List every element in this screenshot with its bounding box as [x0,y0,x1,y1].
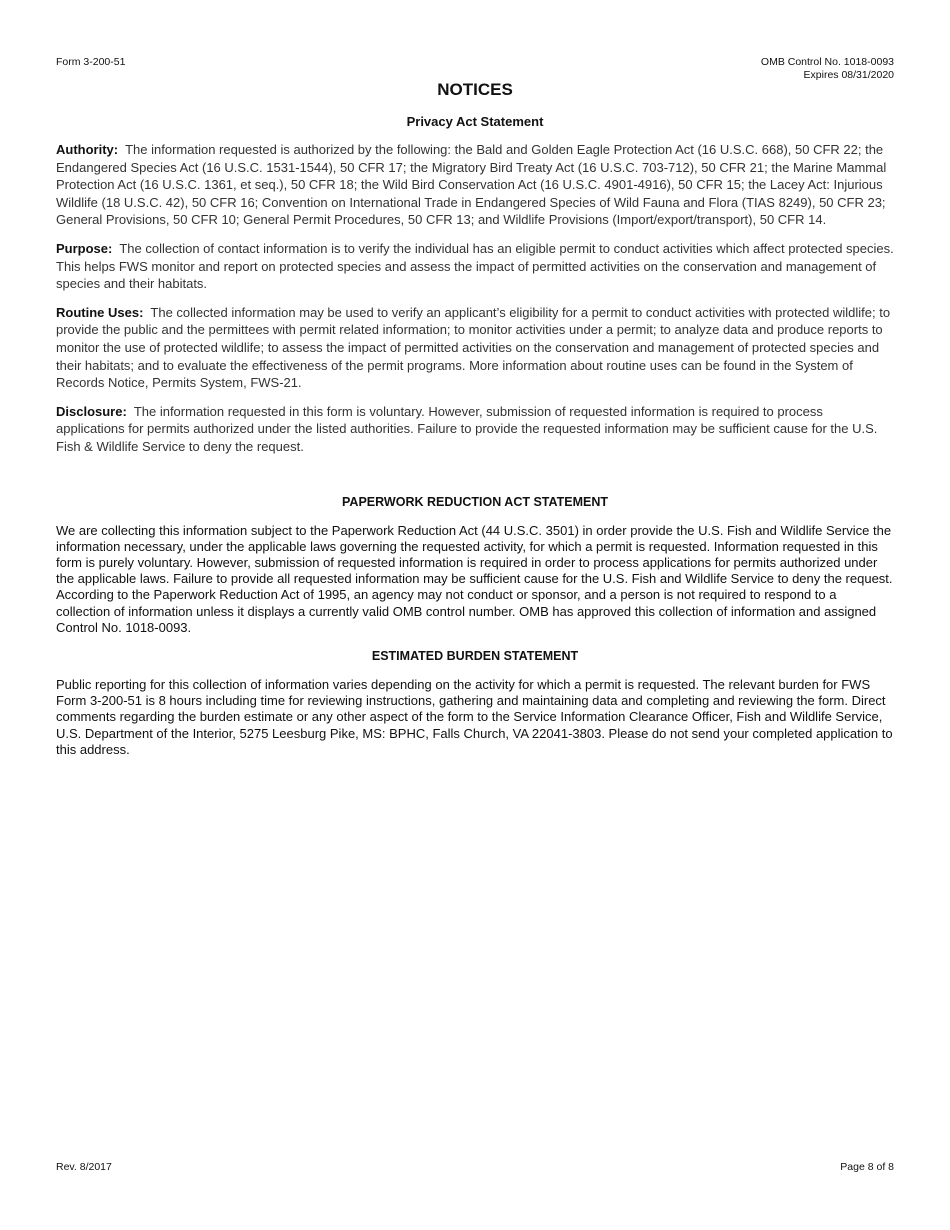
purpose-label: Purpose: [56,240,113,256]
estimated-burden-heading: ESTIMATED BURDEN STATEMENT [371,648,579,663]
purpose-text: The collection of contact information is to verify the individual has an eligible permit to conduct activities which affect protected species. This helps FWS monitor and report on protected species and assess the impact of permitted activities on the conservation and management of species and their habitats. [56,240,894,292]
paperwork-reduction-heading: PAPERWORK REDUCTION ACT STATEMENT [342,494,608,509]
omb-control-number: OMB Control No. 1018-0093 [760,56,894,68]
routine-uses-label: Routine Uses: [56,304,144,320]
authority-text: The information requested is authorized by the following: the Bald and Golden Eagle Protection Act (16 U.S.C. 668), 50 CFR 22; the Endangered Species Act (16 U.S.C. 1531-1544), 50 CFR 17; the Migratory Bird Treaty Act (16 U.S.C. 703-712), 50 CFR 21; the Marine Mammal Protection Act (16 U.S.C. 1361, et seq.), 50 CFR 18; the Wild Bird Conservation Act (16 U.S.C. 4901-4916), 50 CFR 15; the Lacey Act: Injurious Wildlife (18 U.S.C. 42), 50 CFR 16; Convention on International Trade in Endangered Species of Wild Fauna and Flora (TIAS 8249), 50 CFR 23; General Provisions, 50 CFR 10; General Permit Procedures, 50 CFR 13; and Wildlife Provisions (Import/export/transport), 50 CFR 14. [56,142,887,228]
expiration-date: Expires 08/31/2020 [803,69,894,81]
disclosure-label: Disclosure: [56,403,127,419]
purpose-paragraph [56,240,894,293]
notices-content [56,113,894,770]
authority-label: Authority: [56,142,119,157]
paperwork-reduction-text: We are collecting this information subject to the Paperwork Reduction Act (44 U.S.C. 3501) in order provide the U.S. Fish and Wildlife Service the information necessary, under the applicable laws governing the requested activity, for which a permit is requested. Information requested in this form is purely voluntary. However, submission of requested information is required in order to process applications for permits authorized under the applicable laws. Failure to provide all requested information may be sufficient cause for the U.S. Fish and Wildlife Service to deny the request. According to the Paperwork Reduction Act of 1995, an agency may not conduct or sponsor, and a person is not required to respond to a collection of information unless it displays a currently valid OMB control number. OMB has approved this collection of information and assigned Control No. 1018-0093. [56,522,893,635]
authority-paragraph [56,141,894,229]
estimated-burden-text: Public reporting for this collection of information varies depending on the activity for which a permit is requested. The relevant burden for FWS Form 3-200-51 is 8 hours including time for reviewing instructions, gathering and maintaining data and completing and reviewing the form. Direct comments regarding the burden estimate or any other aspect of the form to the Service Information Clearance Officer, Fish and Wildlife Service, U.S. Department of the Interior, 5275 Leesburg Pike, MS: BPHC, Falls Church, VA 22041-3803. Please do not send your completed application to this address. [56,676,893,757]
page-title: NOTICES [437,80,513,99]
disclosure-text: The information requested in this form is voluntary. However, submission of requested information is required to process applications for permits authorized under the listed authorities. Failure to provide the requested information may be sufficient cause for the U.S. Fish & Wildlife Service to deny the request. [56,403,878,454]
disclosure-paragraph [56,403,894,456]
revision-date: Rev. 8/2017 [56,1161,112,1173]
routine-uses-text: The collected information may be used to verify an applicant’s eligibility for a permit to conduct activities with protected wildlife; to provide the public and the permittees with permit related information; to monitor activities under a permit; to analyze data and produce reports to monitor the use of protected wildlife; to assess the impact of permitted activities on the conservation and management of protected species and their habitats; and to evaluate the effectiveness of the permit programs. More information about routine uses can be found in the System of Records Notice, Permits System, FWS-21. [56,304,891,391]
privacy-act-heading: Privacy Act Statement [406,114,544,129]
page-number: Page 8 of 8 [840,1161,894,1173]
routine-uses-paragraph [56,304,894,392]
form-number: Form 3-200-51 [56,56,126,68]
